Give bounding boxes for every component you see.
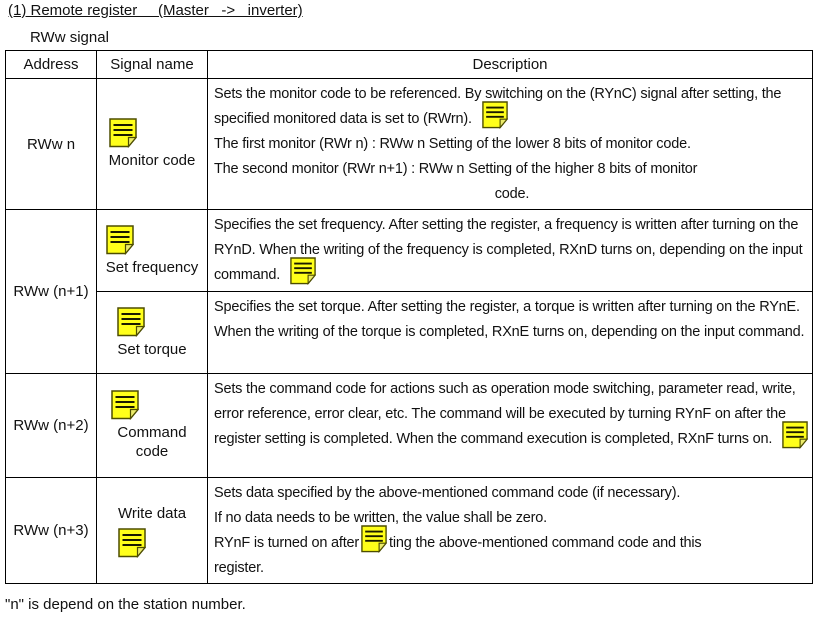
description-text: Specifies the set torque. After setting the register, a torque is written after turning on the RYnE. When the writing of the torque is completed, RXnE turns on, depending on the input command. xyxy=(214,299,805,340)
description-line: The second monitor (RWr n+1) : RWw n Setting of the higher 8 bits of monitor xyxy=(214,161,698,177)
description-cell xyxy=(208,478,813,584)
description-text: Sets the command code for actions such as operation mode switching, parameter read, write, error reference, error clear, etc. The command will be executed by turning RYnF on after the register setting is completed. When the command execution is completed, RXnF turns on. xyxy=(214,381,796,447)
address-cell: RWw n xyxy=(6,79,97,210)
description-line: Sets data specified by the above-mentioned command code (if necessary). xyxy=(214,485,681,501)
description-line: The first monitor (RWr n) : RWw n Setting of the lower 8 bits of monitor code. xyxy=(214,136,691,152)
description-cell xyxy=(208,79,813,210)
table-caption: RWw signal xyxy=(30,29,109,46)
description-cell xyxy=(208,292,813,374)
footnote: "n" is depend on the station number. xyxy=(5,596,246,613)
col-header-description: Description xyxy=(208,51,813,79)
col-header-signal-name: Signal name xyxy=(97,51,208,79)
signal-cell xyxy=(97,478,208,584)
signal-name-label: Set frequency xyxy=(105,258,199,276)
note-icon[interactable] xyxy=(361,531,389,547)
address-cell: RWw (n+2) xyxy=(6,374,97,478)
note-icon[interactable] xyxy=(111,390,193,420)
description-line: register. xyxy=(214,560,264,576)
signal-name-label: Command code xyxy=(117,424,187,460)
table-row-set-frequency xyxy=(6,210,813,292)
address-cell: RWw (n+1) xyxy=(6,210,97,374)
note-icon[interactable] xyxy=(290,263,316,279)
description-line: If no data needs to be written, the value shall be zero. xyxy=(214,510,547,526)
page-title: (1) Remote register (Master -> inverter) xyxy=(8,2,303,19)
address-cell: RWw (n+3) xyxy=(6,478,97,584)
description-cell xyxy=(208,374,813,478)
table-row-command-code xyxy=(6,374,813,478)
description-line: code. xyxy=(494,186,530,202)
note-icon[interactable] xyxy=(109,118,196,148)
note-icon[interactable] xyxy=(782,427,808,443)
note-icon[interactable] xyxy=(117,307,186,337)
description-text: RYnF is turned on after xyxy=(214,535,360,551)
table-row-write-data xyxy=(6,478,813,584)
description-text: Sets the monitor code to be referenced. By switching on the (RYnC) signal after setting, the specified monitored data is set to (RWrn). xyxy=(214,86,782,127)
note-icon[interactable] xyxy=(482,107,508,123)
description-text: Specifies the set frequency. After setting the register, a frequency is written after turning on the RYnD. When the writing of the frequency is completed, RXnD turns on, depending on the input command. xyxy=(214,217,803,283)
description-text: ting the above-mentioned command code and this xyxy=(389,535,702,551)
signal-cell xyxy=(97,374,208,478)
description-cell xyxy=(208,210,813,292)
note-icon[interactable] xyxy=(106,225,199,255)
table-row-set-torque xyxy=(6,292,813,374)
table-row-monitor-code xyxy=(6,79,813,210)
signal-name-label: Monitor code xyxy=(108,152,196,169)
signal-name-label: Write data xyxy=(117,504,187,522)
col-header-address: Address xyxy=(6,51,97,79)
note-icon[interactable] xyxy=(118,528,186,558)
rww-signal-table xyxy=(5,50,813,584)
signal-name-label: Set torque xyxy=(117,340,187,358)
signal-cell xyxy=(97,292,208,374)
description-line xyxy=(214,531,810,556)
signal-cell xyxy=(97,210,208,292)
signal-cell xyxy=(97,79,208,210)
table-header-row xyxy=(6,51,813,79)
